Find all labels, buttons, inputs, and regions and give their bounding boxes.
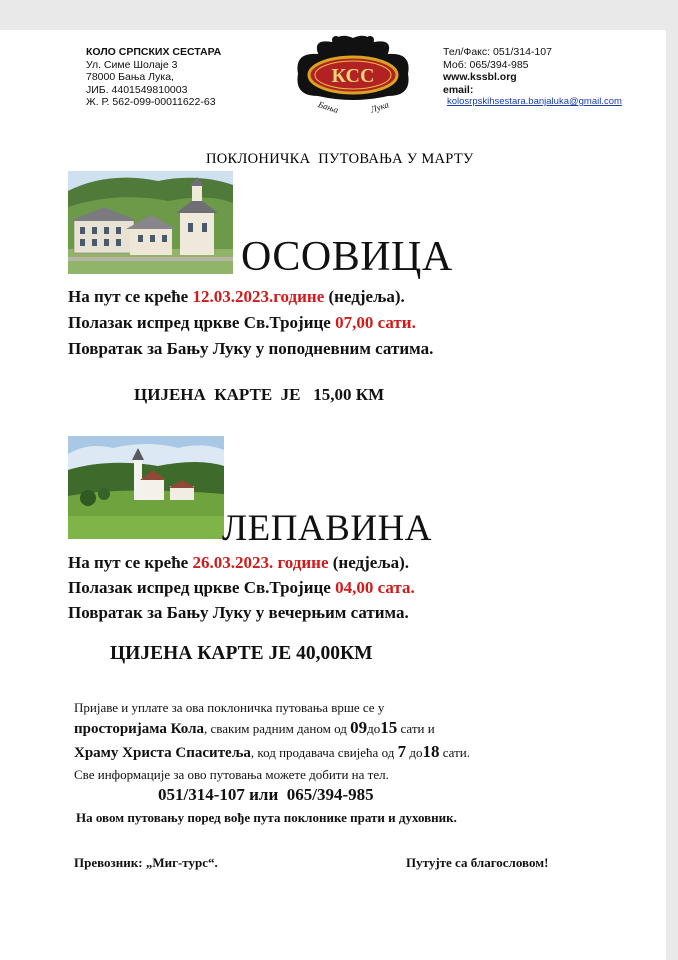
registration-hours2-sep: до [406, 745, 423, 760]
lepavina-photo [68, 436, 224, 539]
registration-premises: просторијама Кола [74, 721, 205, 737]
registration-line2 [74, 718, 435, 738]
guide-note: На овом путовању поред вође пута поклонике прати и духовник. [76, 810, 457, 825]
osovica-photo [68, 171, 233, 274]
registration-hours2-from: 7 [397, 742, 407, 761]
blessing-text: Путујте са благословом! [406, 855, 549, 870]
registration-hours1-suffix: сати и [397, 721, 435, 736]
monastery-photo-icon [68, 436, 224, 539]
organization-name: КОЛО СРПСКИХ СЕСТАРА [86, 46, 222, 58]
registration-church: Храму Христа Спаситеља [74, 745, 251, 761]
trip1-date: 12.03.2023.године [192, 287, 325, 306]
trip1-title: ОСОВИЦА [241, 234, 453, 280]
trip1-time: 07,00 сати. [335, 313, 416, 332]
trip1-depart-suffix: (недјеља). [324, 287, 405, 306]
trip2-price: ЦИЈЕНА КАРТЕ ЈЕ 40,00КМ [110, 643, 373, 664]
flyer-page [0, 30, 666, 960]
trip2-depart-suffix: (недјеља). [328, 553, 410, 572]
trip2-return-line: Повратак за Бању Луку у вечерњим сатима. [68, 603, 409, 622]
registration-church-text: , код продавача свијећа од [250, 745, 398, 760]
monastery-photo-icon [68, 171, 233, 274]
trip2-depart-prefix: На пут се креће [68, 553, 193, 572]
registration-phones: 051/314-107 или 065/394-985 [158, 785, 374, 804]
trip2-meeting-prefix: Полазак испред цркве Св.Тројице [68, 578, 336, 597]
trip2-date: 26.03.2023. године [192, 553, 329, 572]
kss-logo [290, 30, 416, 114]
trip1-meeting-prefix: Полазак испред цркве Св.Тројице [68, 313, 336, 332]
registration-line4: Све информације за ово путовања можете добити на тел. [74, 767, 389, 782]
organization-jib: ЈИБ. 4401549810003 [86, 83, 188, 96]
trip2-departure-line [68, 553, 409, 573]
logo-city-left: Бања [316, 99, 340, 114]
registration-hours2-to: 18 [422, 742, 440, 761]
trip1-meeting-line [68, 313, 416, 333]
registration-premises-text: , сваким радним даном од [204, 721, 351, 736]
carrier-text: Превозник: „Миг-турс“. [74, 855, 218, 870]
trip1-return-line: Повратак за Бању Луку у поподневним сатима. [68, 339, 434, 358]
registration-hours1-sep: до [367, 721, 381, 736]
trip1-departure-line [68, 287, 405, 307]
organization-block [86, 46, 221, 109]
trip2-title: ЛЕПАВИНА [222, 508, 432, 549]
registration-hours1-from: 09 [350, 718, 368, 737]
registration-hours1-to: 15 [380, 718, 398, 737]
contact-email-link[interactable]: kolosrpskihsestara.banjaluka@gmail.com [447, 96, 622, 107]
registration-hours2-suffix: сати. [439, 745, 470, 760]
trip1-depart-prefix: На пут се креће [68, 287, 193, 306]
contact-email-label: email: [443, 83, 474, 96]
contact-tel-fax: Тел/Факс: 051/314-107 [443, 46, 552, 58]
logo-emblem-icon [290, 30, 416, 114]
organization-address-city: 78000 Бања Лука, [86, 71, 174, 83]
trip2-time: 04,00 сата. [335, 578, 415, 597]
page-heading: ПОКЛОНИЧКА ПУТОВАЊА У МАРТУ [206, 151, 474, 167]
trip1-price: ЦИЈЕНА КАРТЕ ЈЕ 15,00 КМ [134, 385, 385, 404]
organization-address-street: Ул. Симе Шолаје 3 [86, 58, 178, 71]
contact-mobile: Моб: 065/394-985 [443, 58, 529, 71]
registration-line1: Пријаве и уплате за ова поклоничка путовања врше се у [74, 700, 385, 715]
registration-line3 [74, 742, 470, 762]
organization-account: Ж. Р. 562-099-00011622-63 [86, 96, 216, 108]
contact-block [443, 46, 622, 109]
contact-website: www.kssbl.org [443, 71, 517, 83]
trip2-meeting-line [68, 578, 415, 598]
logo-city-right: Лука [369, 99, 391, 114]
logo-initials: КСС [331, 65, 375, 87]
